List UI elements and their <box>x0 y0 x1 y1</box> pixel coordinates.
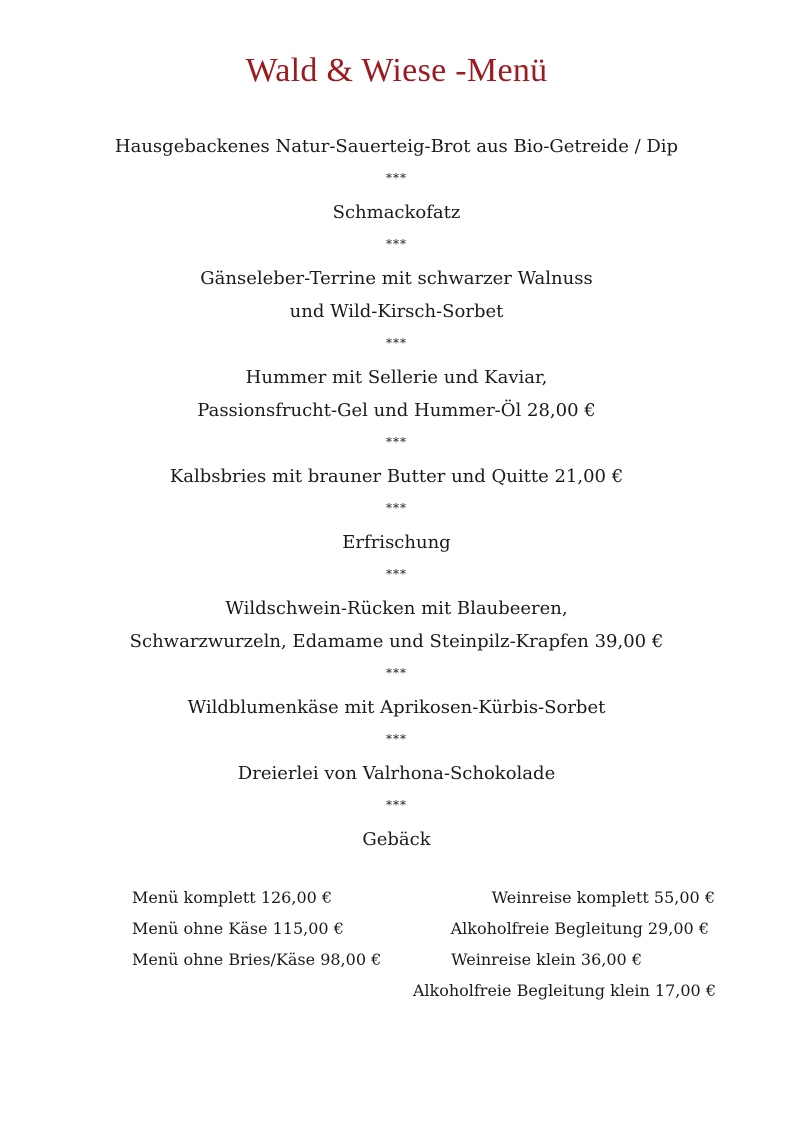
course-refreshment: Erfrischung <box>342 532 451 553</box>
course-sweetbread: Kalbsbries mit brauner Butter und Quitte 21,00 € <box>169 466 624 487</box>
separator: *** <box>386 336 407 350</box>
price-wine-small: Weinreise klein 36,00 € <box>451 950 642 969</box>
course-chocolate: Dreierlei von Valrhona-Schokolade <box>237 763 556 784</box>
course-lobster-line2: Passionsfrucht-Gel und Hummer-Öl 28,00 € <box>197 400 596 421</box>
price-menu-no-sweetbread-cheese: Menü ohne Bries/Käse 98,00 € <box>132 950 382 969</box>
course-lobster-line1: Hummer mit Sellerie und Kaviar, <box>245 367 548 388</box>
course-foie-gras-line2: und Wild-Kirsch-Sorbet <box>289 301 504 322</box>
course-cheese: Wildblumenkäse mit Aprikosen-Kürbis-Sorbet <box>187 697 606 718</box>
separator: *** <box>386 732 407 746</box>
separator: *** <box>386 501 407 515</box>
course-foie-gras-line1: Gänseleber-Terrine mit schwarzer Walnuss <box>200 268 593 289</box>
separator: *** <box>386 798 407 812</box>
course-boar-line2: Schwarzwurzeln, Edamame und Steinpilz-Krapfen 39,00 € <box>129 631 664 652</box>
course-bread: Hausgebackenes Natur-Sauerteig-Brot aus Bio-Getreide / Dip <box>114 136 679 157</box>
separator: *** <box>386 237 407 251</box>
separator: *** <box>386 567 407 581</box>
price-menu-no-cheese: Menü ohne Käse 115,00 € <box>132 919 344 938</box>
price-nonalcoholic-full: Alkoholfreie Begleitung 29,00 € <box>450 919 709 938</box>
price-wine-full: Weinreise komplett 55,00 € <box>491 888 715 907</box>
course-amuse: Schmackofatz <box>332 202 461 223</box>
separator: *** <box>386 666 407 680</box>
separator: *** <box>386 171 407 185</box>
price-menu-full: Menü komplett 126,00 € <box>132 888 333 907</box>
course-pastry: Gebäck <box>362 829 431 850</box>
menu-title: Wald & Wiese -Menü <box>245 52 548 89</box>
price-nonalcoholic-small: Alkoholfreie Begleitung klein 17,00 € <box>412 981 716 1000</box>
separator: *** <box>386 435 407 449</box>
course-boar-line1: Wildschwein-Rücken mit Blaubeeren, <box>225 598 568 619</box>
